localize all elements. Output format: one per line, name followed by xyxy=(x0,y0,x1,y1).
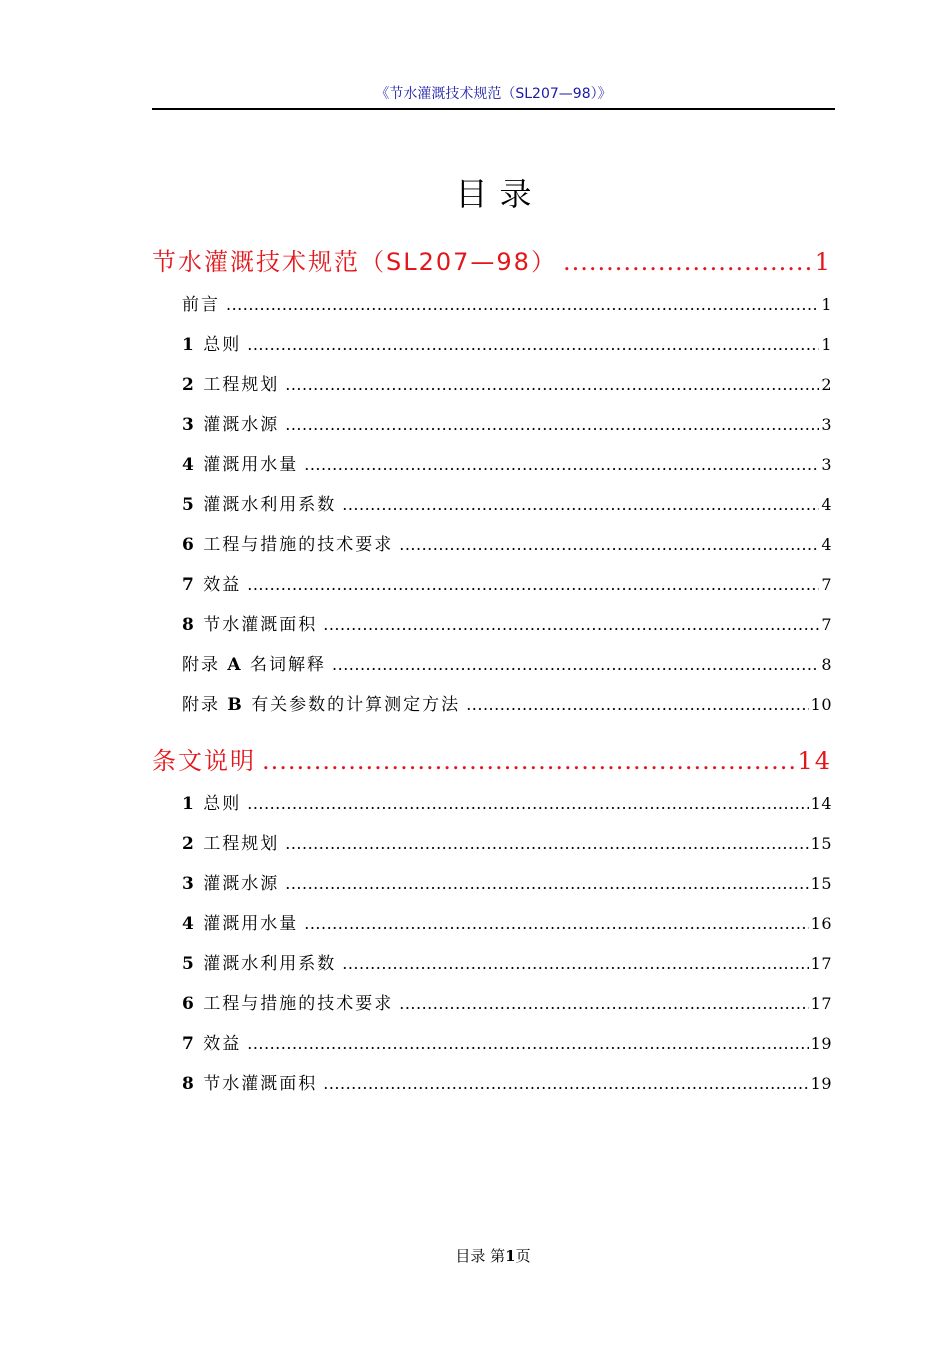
toc-page-number: 3 xyxy=(821,455,832,474)
toc-entry-text: 前言 xyxy=(182,295,220,315)
toc-entry[interactable] xyxy=(182,871,832,897)
dot-leader xyxy=(262,744,795,778)
toc-entry-text: 灌溉用水量 xyxy=(203,455,299,475)
toc-entry-number: 2 xyxy=(182,834,196,854)
dot-leader xyxy=(226,292,819,318)
toc-page-number: 1 xyxy=(821,335,832,354)
toc-entry-number: 4 xyxy=(182,914,196,934)
toc-entry[interactable] xyxy=(182,372,832,398)
toc-entry-text: 有关参数的计算测定方法 xyxy=(251,695,461,715)
toc-entry-number: 6 xyxy=(182,535,196,555)
dot-leader xyxy=(285,412,819,438)
toc-entry-text: 工程规划 xyxy=(203,375,280,395)
toc-page-number: 7 xyxy=(821,615,832,634)
toc-entry[interactable] xyxy=(182,1031,832,1057)
toc-section-heading[interactable] xyxy=(152,744,832,778)
toc-page-number: 19 xyxy=(810,1074,832,1093)
toc-entry-letter: A xyxy=(227,655,243,675)
footer-page-prefix: 第 xyxy=(490,1247,506,1265)
toc-page-number: 14 xyxy=(810,794,832,813)
footer-page-number: 1 xyxy=(505,1247,516,1265)
toc-entry-text: 总则 xyxy=(203,794,242,814)
toc-entry-text: 工程规划 xyxy=(203,834,280,854)
toc-entry[interactable] xyxy=(182,1071,832,1097)
toc-page-number: 15 xyxy=(810,874,832,893)
toc-page-number: 4 xyxy=(821,495,832,514)
toc-section-title: 条文说明 xyxy=(152,747,256,775)
toc-page-number: 15 xyxy=(810,834,832,853)
toc-entry-letter: B xyxy=(227,695,244,715)
dot-leader xyxy=(247,791,808,817)
dot-leader xyxy=(247,332,819,358)
toc-page-number: 1 xyxy=(821,295,832,314)
toc-page-number: 19 xyxy=(810,1034,832,1053)
dot-leader xyxy=(285,871,808,897)
toc-entry[interactable] xyxy=(182,791,832,817)
toc-entry-text: 效益 xyxy=(203,1034,242,1054)
toc-entry[interactable] xyxy=(182,831,832,857)
dot-leader xyxy=(247,572,819,598)
toc-entry[interactable] xyxy=(182,911,832,937)
toc-entry-text: 灌溉用水量 xyxy=(203,914,299,934)
toc-entry-text: 工程与措施的技术要求 xyxy=(203,994,394,1014)
toc-page-number: 16 xyxy=(810,914,832,933)
toc-entry-number: 2 xyxy=(182,375,196,395)
dot-leader xyxy=(285,372,819,398)
dot-leader xyxy=(342,492,819,518)
toc-entry-number: 1 xyxy=(182,794,196,814)
toc-entry[interactable] xyxy=(182,292,832,318)
toc-entry-number: 4 xyxy=(182,455,196,475)
toc-entry-text: 灌溉水源 xyxy=(203,874,280,894)
dot-leader xyxy=(285,831,808,857)
toc-section-title: 节水灌溉技术规范（SL207—98） xyxy=(152,248,557,276)
toc-title: 目录 xyxy=(455,175,544,213)
toc-entry-number: 6 xyxy=(182,994,196,1014)
toc-page-number: 10 xyxy=(810,695,832,714)
toc-page-number: 17 xyxy=(810,994,832,1013)
footer-page-suffix: 页 xyxy=(515,1247,531,1265)
toc-entry-text: 灌溉水源 xyxy=(203,415,280,435)
toc-page-number: 4 xyxy=(821,535,832,554)
dot-leader xyxy=(304,911,808,937)
running-header: 《节水灌溉技术规范（SL207—98）》 xyxy=(375,86,612,102)
toc-entry-text: 工程与措施的技术要求 xyxy=(203,535,394,555)
toc-page-number: 14 xyxy=(797,747,832,775)
toc-entry-text: 总则 xyxy=(203,335,242,355)
dot-leader xyxy=(304,452,819,478)
header-rule xyxy=(152,108,835,110)
toc-entry[interactable] xyxy=(182,572,832,598)
toc-entry-text: 效益 xyxy=(203,575,242,595)
dot-leader xyxy=(399,532,819,558)
toc-entry[interactable] xyxy=(182,332,832,358)
toc-entry[interactable] xyxy=(182,612,832,638)
toc-entry[interactable] xyxy=(182,532,832,558)
toc-page-number: 17 xyxy=(810,954,832,973)
toc-entry-prefix: 附录 xyxy=(182,695,220,715)
toc-entry[interactable] xyxy=(182,492,832,518)
dot-leader xyxy=(323,612,819,638)
toc-entry-text: 节水灌溉面积 xyxy=(203,615,318,635)
dot-leader xyxy=(466,692,808,718)
toc-entry-number: 5 xyxy=(182,495,196,515)
dot-leader xyxy=(342,951,808,977)
toc-entry-number: 8 xyxy=(182,1074,196,1094)
dot-leader xyxy=(332,652,819,678)
toc-entry[interactable] xyxy=(182,951,832,977)
toc-entry-number: 3 xyxy=(182,415,196,435)
toc-page-number: 2 xyxy=(821,375,832,394)
toc-section-heading[interactable] xyxy=(152,245,832,279)
toc-page-number: 7 xyxy=(821,575,832,594)
dot-leader xyxy=(399,991,808,1017)
page-footer xyxy=(0,1245,950,1267)
toc-page-number: 8 xyxy=(821,655,832,674)
toc-entry-text: 名词解释 xyxy=(250,655,327,675)
toc-entry-text: 灌溉水利用系数 xyxy=(203,495,337,515)
toc-entry[interactable] xyxy=(182,692,832,718)
toc-entry-prefix: 附录 xyxy=(182,655,220,675)
toc-entry-number: 5 xyxy=(182,954,196,974)
toc-entry-number: 7 xyxy=(182,575,196,595)
footer-label: 目录 xyxy=(455,1247,486,1265)
toc-entry[interactable] xyxy=(182,652,832,678)
toc-entry[interactable] xyxy=(182,452,832,478)
toc-entry-text: 灌溉水利用系数 xyxy=(203,954,337,974)
toc-entry-number: 3 xyxy=(182,874,196,894)
toc-entry-number: 1 xyxy=(182,335,196,355)
toc-entry-text: 节水灌溉面积 xyxy=(203,1074,318,1094)
toc-page-number: 1 xyxy=(814,248,832,276)
dot-leader xyxy=(247,1031,808,1057)
toc-entry[interactable] xyxy=(182,412,832,438)
dot-leader xyxy=(323,1071,808,1097)
toc-entry-number: 8 xyxy=(182,615,196,635)
toc-page-number: 3 xyxy=(821,415,832,434)
toc-entry-number: 7 xyxy=(182,1034,196,1054)
toc-entry[interactable] xyxy=(182,991,832,1017)
dot-leader xyxy=(563,245,813,279)
